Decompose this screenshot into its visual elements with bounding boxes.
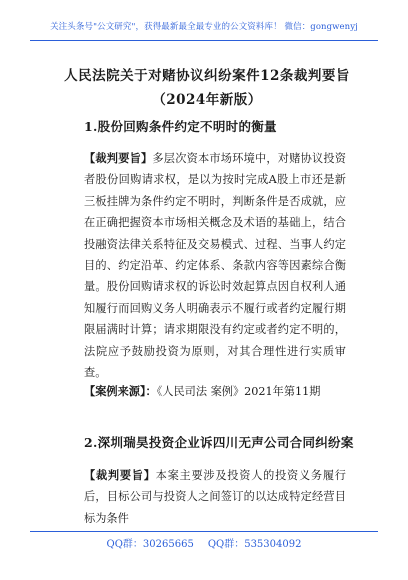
section-heading-1: 1.股份回购条件约定不明时的衡量 xyxy=(84,119,277,134)
header-notice: 关注头条号"公文研究"，获得最新最全最专业的公文资料库！ 微信：gongwenyj xyxy=(50,22,358,32)
section-2-body xyxy=(84,465,346,529)
footer-qq-group-2: QQ群：535304092 xyxy=(207,539,302,550)
header-divider xyxy=(30,40,378,41)
footer-divider xyxy=(30,531,378,532)
section-heading-2: 2.深圳瑞昊投资企业诉四川无声公司合同纠纷案 xyxy=(84,435,354,450)
footer-contacts xyxy=(0,535,408,550)
section-1-body xyxy=(84,148,346,383)
ruling-text: 本案主要涉及投资人的投资义务履行后，目标公司与投资人之间签订的以达成特定经营目标为条件 xyxy=(84,469,346,525)
case-source-text: 《人民司法 案例》2021年第11期 xyxy=(156,385,321,398)
ruling-label: 【裁判要旨】 xyxy=(84,468,156,482)
case-source xyxy=(84,381,354,402)
ruling-label: 【裁判要旨】 xyxy=(84,151,153,165)
document-title: 人民法院关于对赌协议纠纷案件12条裁判要旨（2024年新版） xyxy=(64,68,350,108)
footer-qq-group-1: QQ群：30265665 xyxy=(106,539,194,550)
ruling-text: 多层次资本市场环境中，对赌协议投资者股份回购请求权，是以为按时完成A股上市还是新三板挂牌为条件约定不明时，判断条件是否成就，应在正确把握资本市场相关概念及术语的基础上，结合投融资法律关系特征及交易模式、过程、当事人约定目的、约定沿革、约定体系、条款内容等因素综合衡量。股份回购请求权的诉讼时效起算点因自权利人通知履行而回购义务人明确表示不履行或者约定履行期限届满时计算；请求期限没有约定或者约定不明的，法院应予鼓励投资为原则，对其合理性进行实质审查。 xyxy=(84,152,346,380)
case-source-label: 【案例来源】： xyxy=(84,384,157,398)
